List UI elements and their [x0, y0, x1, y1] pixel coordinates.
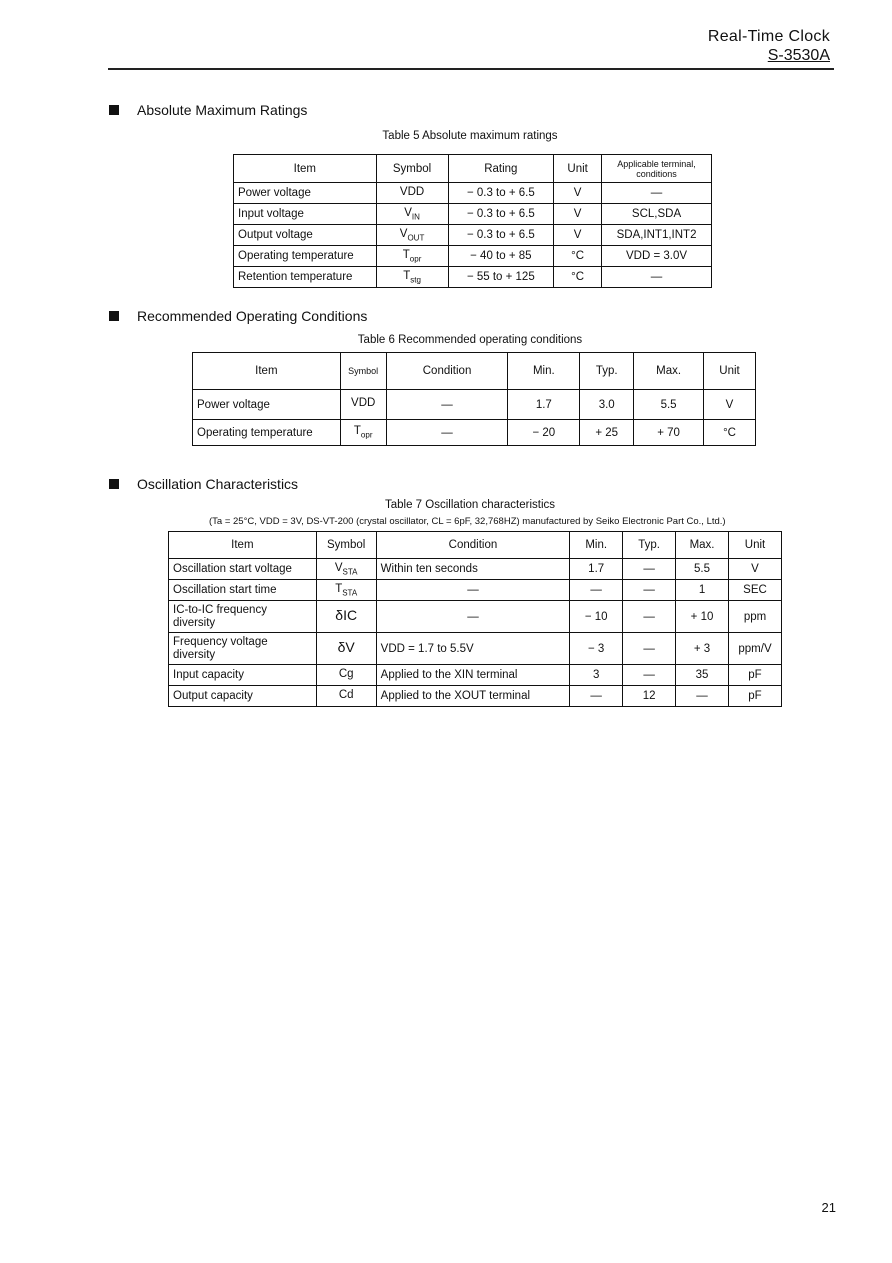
cell-condition: Within ten seconds	[376, 559, 570, 580]
table-header-row	[169, 532, 782, 559]
column-header: Min.	[508, 353, 580, 390]
table-row	[234, 225, 712, 246]
section-title: Recommended Operating Conditions	[137, 308, 368, 324]
cell-unit: °C	[554, 246, 602, 267]
table-header-row	[193, 353, 756, 390]
cell-conditions: SDA,INT1,INT2	[602, 225, 712, 246]
cell-symbol: Cd	[316, 686, 376, 707]
cell-min: − 10	[570, 601, 623, 633]
cell-unit: V	[704, 390, 756, 420]
cell-item: Frequency voltage diversity	[169, 633, 317, 665]
cell-typ: 12	[623, 686, 676, 707]
cell-symbol: VDD	[340, 390, 386, 420]
section-heading-recommended	[109, 308, 367, 324]
table-row	[193, 390, 756, 420]
cell-max: 35	[676, 665, 729, 686]
cell-min: 1.7	[570, 559, 623, 580]
cell-conditions: SCL,SDA	[602, 204, 712, 225]
cell-min: − 3	[570, 633, 623, 665]
cell-item: Power voltage	[193, 390, 341, 420]
cell-unit: pF	[729, 665, 782, 686]
bullet-square-icon	[109, 479, 119, 489]
table-row	[169, 665, 782, 686]
cell-symbol: $T_{stg}$	[376, 267, 448, 288]
table-header-row	[234, 155, 712, 183]
cell-item: Output capacity	[169, 686, 317, 707]
column-header: Unit	[554, 155, 602, 183]
table-row	[193, 420, 756, 446]
cell-symbol: $V_{OUT}$	[376, 225, 448, 246]
table6-caption: Table 6 Recommended operating conditions	[357, 334, 583, 346]
column-header: Item	[193, 353, 341, 390]
cell-symbol: $V_{STA}$	[316, 559, 376, 580]
section-heading-absolute-max	[109, 102, 307, 118]
column-header: Rating	[448, 155, 554, 183]
table-row	[234, 246, 712, 267]
table5	[233, 154, 712, 288]
column-header: Condition	[386, 353, 508, 390]
cell-max: 5.5	[634, 390, 704, 420]
cell-typ: 3.0	[580, 390, 634, 420]
cell-item: Operating temperature	[193, 420, 341, 446]
table-row	[169, 686, 782, 707]
column-header: Max.	[676, 532, 729, 559]
table-row	[169, 633, 782, 665]
table-row	[169, 580, 782, 601]
column-header: Unit	[729, 532, 782, 559]
cell-symbol: Cg	[316, 665, 376, 686]
column-header: Symbol	[316, 532, 376, 559]
cell-rating: − 55 to + 125	[448, 267, 554, 288]
column-header: Symbol	[376, 155, 448, 183]
cell-unit: pF	[729, 686, 782, 707]
cell-condition: —	[386, 390, 508, 420]
cell-symbol: VDD	[376, 183, 448, 204]
cell-unit: V	[554, 183, 602, 204]
cell-condition: —	[376, 601, 570, 633]
cell-item: Oscillation start voltage	[169, 559, 317, 580]
table-row	[234, 183, 712, 204]
part-number: S-3530A	[767, 47, 830, 64]
bullet-square-icon	[109, 105, 119, 115]
cell-condition: Applied to the XIN terminal	[376, 665, 570, 686]
cell-unit: °C	[554, 267, 602, 288]
cell-typ: —	[623, 665, 676, 686]
cell-item: Output voltage	[234, 225, 377, 246]
table-row	[169, 601, 782, 633]
table5-caption: Table 5 Absolute maximum ratings	[382, 130, 558, 142]
cell-symbol: $T_{opr}$	[376, 246, 448, 267]
cell-max: 5.5	[676, 559, 729, 580]
cell-symbol: $T_{opr}$	[340, 420, 386, 446]
section-title: Oscillation Characteristics	[137, 476, 299, 492]
cell-unit: SEC	[729, 580, 782, 601]
column-header: Typ.	[623, 532, 676, 559]
cell-rating: − 0.3 to + 6.5	[448, 225, 554, 246]
cell-max: + 70	[634, 420, 704, 446]
cell-item: Operating temperature	[234, 246, 377, 267]
cell-conditions: VDD = 3.0V	[602, 246, 712, 267]
column-header: Typ.	[580, 353, 634, 390]
cell-symbol: δIC	[316, 601, 376, 633]
column-header: Min.	[570, 532, 623, 559]
cell-max: 1	[676, 580, 729, 601]
table7	[168, 531, 782, 707]
cell-symbol: $T_{STA}$	[316, 580, 376, 601]
column-header: Condition	[376, 532, 570, 559]
cell-rating: − 0.3 to + 6.5	[448, 183, 554, 204]
cell-unit: V	[729, 559, 782, 580]
cell-item: Retention temperature	[234, 267, 377, 288]
column-header: Max.	[634, 353, 704, 390]
column-header: Applicable terminal, conditions	[602, 155, 712, 183]
cell-item: Power voltage	[234, 183, 377, 204]
section-title: Absolute Maximum Ratings	[137, 102, 308, 118]
section-heading-oscillation	[109, 476, 298, 492]
cell-conditions: —	[602, 267, 712, 288]
table-row	[234, 267, 712, 288]
cell-rating: − 0.3 to + 6.5	[448, 204, 554, 225]
table-row	[169, 559, 782, 580]
cell-typ: + 25	[580, 420, 634, 446]
cell-condition: Applied to the XOUT terminal	[376, 686, 570, 707]
cell-item: IC-to-IC frequency diversity	[169, 601, 317, 633]
column-header: Item	[234, 155, 377, 183]
cell-typ: —	[623, 633, 676, 665]
table-row	[234, 204, 712, 225]
cell-typ: —	[623, 580, 676, 601]
column-header: Symbol	[340, 353, 386, 390]
cell-unit: ppm/V	[729, 633, 782, 665]
cell-item: Input voltage	[234, 204, 377, 225]
cell-conditions: —	[602, 183, 712, 204]
cell-typ: —	[623, 601, 676, 633]
cell-min: —	[570, 580, 623, 601]
cell-min: 1.7	[508, 390, 580, 420]
cell-unit: ppm	[729, 601, 782, 633]
column-header: Item	[169, 532, 317, 559]
cell-symbol: $V_{IN}$	[376, 204, 448, 225]
bullet-square-icon	[109, 311, 119, 321]
cell-max: —	[676, 686, 729, 707]
cell-condition: —	[386, 420, 508, 446]
cell-max: + 10	[676, 601, 729, 633]
header-rule	[108, 68, 834, 70]
cell-unit: V	[554, 225, 602, 246]
cell-unit: °C	[704, 420, 756, 446]
cell-typ: —	[623, 559, 676, 580]
table6	[192, 352, 756, 446]
column-header: Unit	[704, 353, 756, 390]
cell-unit: V	[554, 204, 602, 225]
page-number: 21	[821, 1200, 836, 1215]
cell-min: 3	[570, 665, 623, 686]
cell-min: —	[570, 686, 623, 707]
cell-condition: —	[376, 580, 570, 601]
table7-caption: Table 7 Oscillation characteristics	[384, 499, 555, 511]
cell-rating: − 40 to + 85	[448, 246, 554, 267]
cell-max: + 3	[676, 633, 729, 665]
cell-item: Oscillation start time	[169, 580, 317, 601]
cell-item: Input capacity	[169, 665, 317, 686]
header-title: Real-Time Clock	[707, 28, 830, 45]
table7-conditions: (Ta = 25°C, VDD = 3V, DS-VT-200 (crystal oscillator, CL = 6pF, 32,768HZ) manufactured by Seiko Electronic Part Co., Ltd.)	[209, 516, 726, 527]
cell-symbol: δV	[316, 633, 376, 665]
cell-min: − 20	[508, 420, 580, 446]
cell-condition: VDD = 1.7 to 5.5V	[376, 633, 570, 665]
